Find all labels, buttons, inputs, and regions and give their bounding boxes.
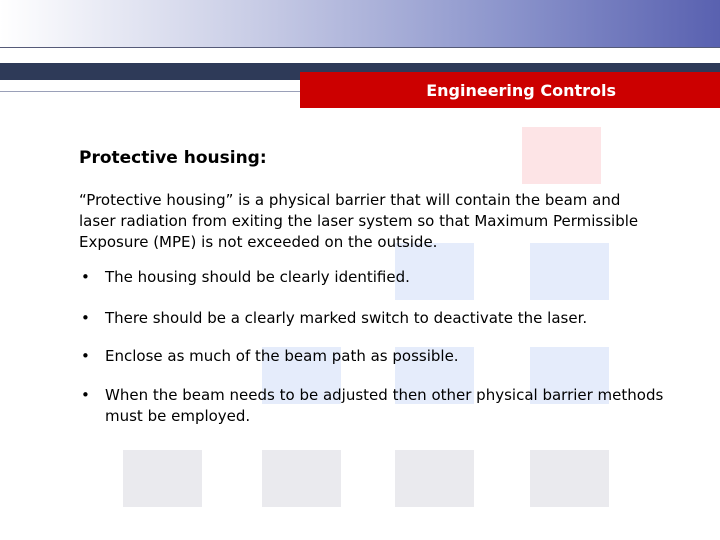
bullet-icon: • — [81, 268, 90, 286]
list-item-text: There should be a clearly marked switch to deactivate the laser. — [105, 309, 588, 327]
decor-square — [395, 450, 474, 507]
decor-square — [522, 127, 601, 184]
bullet-icon: • — [81, 386, 90, 404]
header-thin-line — [0, 91, 300, 92]
section-heading: Protective housing: — [79, 148, 267, 168]
header-gradient-band — [0, 0, 720, 47]
list-item-text: The housing should be clearly identified. — [105, 268, 410, 286]
decor-square — [530, 450, 609, 507]
decor-square — [262, 450, 341, 507]
slide-title: Engineering Controls — [426, 81, 616, 100]
list-item-text: Enclose as much of the beam path as possible. — [105, 347, 459, 365]
definition-paragraph: “Protective housing” is a physical barrier that will contain the beam and laser radiation from exiting the laser system so that Maximum Permissible Exposure (MPE) is not exceeded on the outside. — [79, 191, 639, 251]
list-item-text: When the beam needs to be adjusted then other physical barrier methods must be employed. — [105, 386, 664, 425]
bullet-icon: • — [81, 347, 90, 365]
decor-square — [123, 450, 202, 507]
header-divider — [0, 47, 720, 48]
bullet-icon: • — [81, 309, 90, 327]
